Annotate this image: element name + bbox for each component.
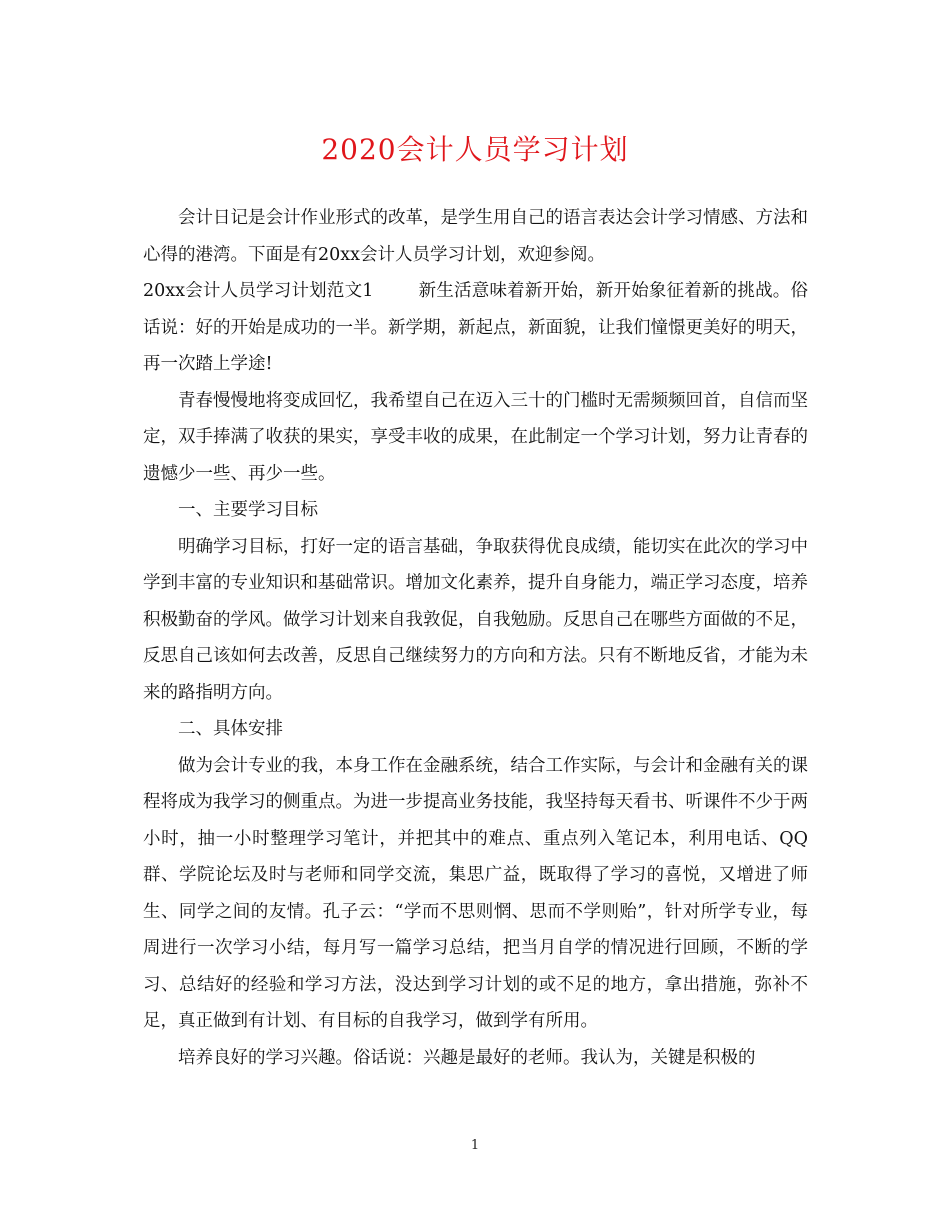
heading-specific-arrangements: 二、具体安排	[178, 719, 283, 739]
section-label: 20xx会计人员学习计划范文1	[143, 281, 374, 301]
heading-main-goal: 一、主要学习目标	[178, 500, 318, 520]
body-paragraph-youth: 青春慢慢地将变成回忆，我希望自己在迈入三十的门槛时无需频频回首，自信而坚定，双手捧满了收获的果实，享受丰收的成果，在此制定一个学习计划，努力让青春的遗憾少一些、再少一些。	[143, 390, 808, 484]
document-body	[143, 200, 808, 1076]
page-number: 1	[470, 1138, 480, 1153]
intro-paragraph: 会计日记是会计作业形式的改革，是学生用自己的语言表达会计学习情感、方法和心得的港湾。下面是有20xx会计人员学习计划，欢迎参阅。	[143, 208, 808, 265]
body-paragraph-interest: 培养良好的学习兴趣。俗话说：兴趣是最好的老师。我认为，关键是积极的	[178, 1047, 756, 1068]
section-first-line	[143, 273, 808, 383]
body-paragraph-arrangements: 做为会计专业的我，本身工作在金融系统，结合工作实际，与会计和金融有关的课程将成为我学习的侧重点。为进一步提高业务技能，我坚持每天看书、听课件不少于两小时，抽一小时整理学习笔计，并把其中的难点、重点列入笔记本，利用电话、QQ群、学院论坛及时与老师和同学交流，集思广益，既取得了学习的喜悦，又增进了师生、同学之间的友情。孔子云：“学而不思则惘、思而不学则贻”，针对所学专业，每周进行一次学习小结，每月写一篇学习总结，把当月自学的情况进行回顾，不断的学习、总结好的经验和学习方法，没达到学习计划的或不足的地方，拿出措施，弥补不足，真正做到有计划、有目标的自我学习，做到学有所用。	[143, 755, 808, 1031]
body-paragraph-goals: 明确学习目标，打好一定的语言基础，争取获得优良成绩，能切实在此次的学习中学到丰富的专业知识和基础常识。增加文化素养，提升自身能力，端正学习态度，培养积极勤奋的学风。做学习计划来自我敦促，自我勉励。反思自己在哪些方面做的不足，反思自己该如何去改善，反思自己继续努力的方向和方法。只有不断地反省，才能为未来的路指明方向。	[143, 536, 808, 703]
document-title: 2020会计人员学习计划	[321, 133, 629, 166]
section-text: 新生活意味着新开始，新开始象征着新的挑战。俗话说：好的开始是成功的一半。新学期，新起点，新面貌，让我们憧憬更美好的明天，再一次踏上学途!	[143, 281, 809, 374]
